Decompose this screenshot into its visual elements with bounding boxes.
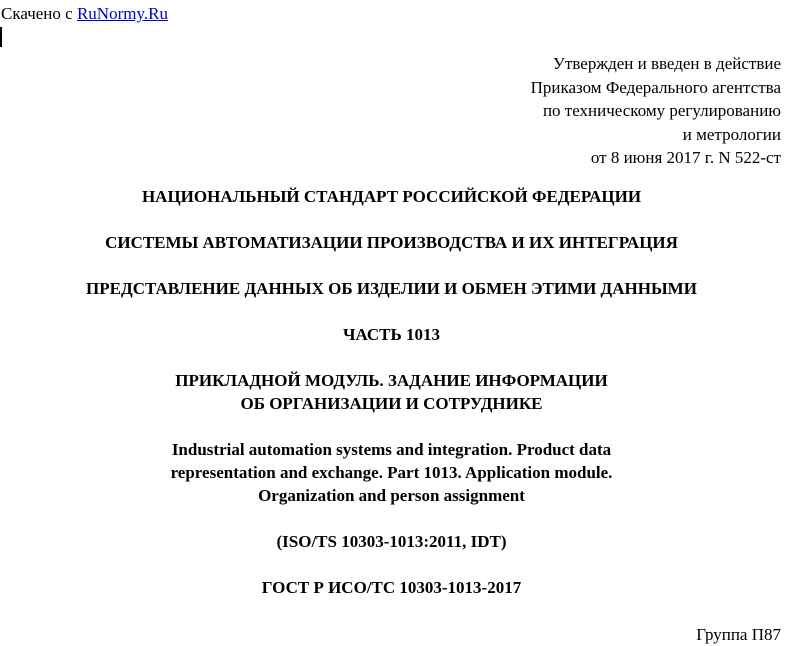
module-title-line: ОБ ОРГАНИЗАЦИИ И СОТРУДНИКЕ xyxy=(240,394,543,413)
group-label: Группа П87 xyxy=(696,625,781,644)
source-prefix: Скачено с xyxy=(1,4,77,23)
approval-line: от 8 июня 2017 г. N 522-ст xyxy=(590,148,781,167)
approval-line: по техническому регулированию xyxy=(542,101,781,120)
module-title-line: ПРИКЛАДНОЙ МОДУЛЬ. ЗАДАНИЕ ИНФОРМАЦИИ xyxy=(175,371,608,390)
approval-block xyxy=(531,52,781,170)
english-title-line: Organization and person assignment xyxy=(258,486,525,505)
gost-designation: ГОСТ Р ИСО/ТС 10303-1013-2017 xyxy=(261,578,522,597)
subseries-title: ПРЕДСТАВЛЕНИЕ ДАННЫХ ОБ ИЗДЕЛИИ И ОБМЕН ЭТИМИ ДАННЫМИ xyxy=(86,279,697,298)
english-title-line: representation and exchange. Part 1013. Application module. xyxy=(170,463,613,482)
text-cursor xyxy=(0,27,2,47)
runormy-link[interactable]: RuNormy.Ru xyxy=(76,4,168,23)
part-number: ЧАСТЬ 1013 xyxy=(342,325,440,344)
source-line xyxy=(1,4,168,24)
english-title xyxy=(0,438,783,507)
english-title-line: Industrial automation systems and integration. Product data xyxy=(171,440,612,459)
iso-reference: (ISO/TS 10303-1013:2011, IDT) xyxy=(276,532,507,551)
module-title xyxy=(0,369,783,415)
approval-line: Утвержден и введен в действие xyxy=(552,54,781,73)
series-title: СИСТЕМЫ АВТОМАТИЗАЦИИ ПРОИЗВОДСТВА И ИХ ИНТЕГРАЦИЯ xyxy=(105,233,678,252)
approval-line: Приказом Федерального агентства xyxy=(530,77,781,97)
standard-heading: НАЦИОНАЛЬНЫЙ СТАНДАРТ РОССИЙСКОЙ ФЕДЕРАЦИИ xyxy=(141,187,642,206)
approval-line: и метрологии xyxy=(682,124,781,144)
